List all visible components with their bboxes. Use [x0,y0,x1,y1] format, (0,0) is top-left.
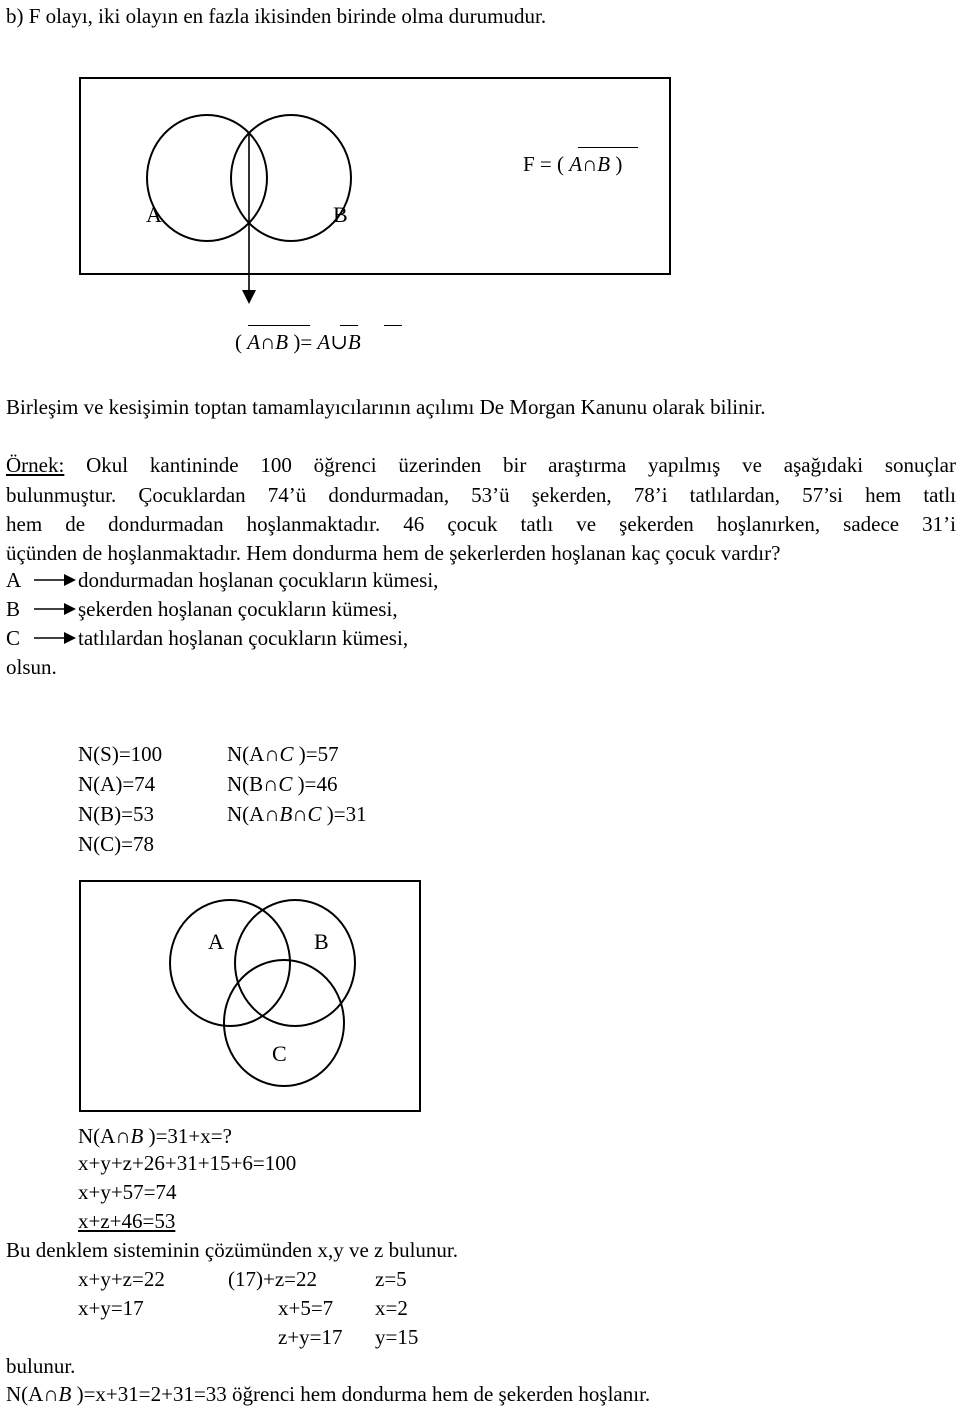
set-def-letter-b: B [6,597,21,621]
count-b-and-c [227,772,337,796]
set-def-desc-c: tatlılardan hoşlanan çocukların kümesi, [78,626,409,650]
grid-r1-c1: x+y+z=22 [78,1267,165,1291]
de-morgan-explanation: Birleşim ve kesişimin toptan tamamlayıcılarının açılımı De Morgan Kanunu olarak bilinir. [6,395,766,419]
intersection-symbol: ∩ [260,330,276,354]
grid-r3-c3: y=15 [375,1325,419,1349]
venn1-label-b: B [333,202,348,227]
intersection-symbol: ∩ [264,802,280,826]
count-set: C [307,802,322,826]
de-morgan-b: B [275,330,289,354]
q-prefix: N(A [78,1124,116,1148]
q-set: B [130,1124,144,1148]
formula-f-set-a: A [569,152,583,176]
count-set: C [278,772,293,796]
grid-r1-c2: (17)+z=22 [228,1267,317,1291]
intersection-symbol: ∩ [292,802,308,826]
intersection-symbol: ∩ [263,772,279,796]
formula-f-set-b: B [597,152,611,176]
section-heading: b) F olayı, iki olayın en fazla ikisinden birinde olma durumudur. [6,4,547,28]
count-b: N(B)=53 [78,802,155,826]
set-b-circle [231,115,351,241]
arrow-right-icon [34,603,76,615]
arrow-right-icon [34,632,76,644]
grid-r1-c3: z=5 [375,1267,407,1291]
intersection-symbol: ∩ [582,152,598,176]
solution-question [78,1124,232,1148]
set-c-circle-2 [224,960,344,1086]
intersection-symbol: ∩ [115,1124,131,1148]
count-s: N(S)=100 [78,742,163,766]
formula-f-overline [578,147,638,148]
de-morgan-formula [235,330,361,354]
grid-r2-c1: x+y=17 [78,1296,144,1320]
a-complement-bar [340,325,358,326]
formula-f-suffix: ) [610,152,623,176]
equation-1: x+y+z+26+31+15+6=100 [78,1151,297,1175]
olsun-text: olsun. [6,655,57,679]
grid-r3-c2: z+y=17 [278,1325,343,1349]
set-def-desc-a: dondurmadan hoşlanan çocukların kümesi, [78,568,439,592]
pointer-arrowhead [242,290,256,304]
count-value: )=46 [292,772,338,796]
de-morgan-equals: )= [288,330,318,354]
final-answer [6,1382,650,1406]
universe-rectangle-2 [80,881,420,1111]
count-prefix: N(A [227,802,265,826]
count-c: N(C)=78 [78,832,155,856]
q-rest: )=31+x=? [143,1124,232,1148]
union-symbol: ∪ [330,330,348,354]
count-value: )=31 [321,802,367,826]
example-line-3: hem de dondurmadan hoşlanmaktadır. 46 çocuk tatlı ve şekerden hoşlanırken, sadece 31’i [6,512,956,536]
count-value: )=57 [293,742,339,766]
de-morgan-overline [248,325,310,326]
example-line-2: bulunmuştur. Çocuklardan 74’ü dondurmadan, 53’ü şekerden, 78’i tatlılardan, 57’si hem tatlı [6,483,956,507]
set-def-desc-b: şekerden hoşlanan çocukların kümesi, [78,597,398,621]
set-def-letter-c: C [6,626,21,650]
de-morgan-a-complement: A [317,330,331,354]
venn2-label-a: A [208,929,224,954]
example-line-4: üçünden de hoşlanmaktadır. Hem dondurma hem de şekerlerden hoşlanan kaç çocuk vardır? [6,541,781,565]
bulunur-text: bulunur. [6,1354,76,1378]
count-a-b-c [227,802,367,826]
de-morgan-a: A [247,330,261,354]
count-a: N(A)=74 [78,772,156,796]
formula-f [523,152,622,176]
count-prefix: N(A [227,742,265,766]
venn2-label-b: B [314,929,329,954]
example-line-1 [6,452,956,478]
count-prefix: N(B [227,772,264,796]
intersection-symbol: ∩ [43,1382,59,1406]
de-morgan-b-complement: B [347,330,361,354]
arrow-right-icon [34,574,76,586]
equation-3: x+z+46=53 [78,1209,176,1233]
set-a-circle [147,115,267,241]
count-set-b: B [279,802,293,826]
final-prefix: N(A [6,1382,44,1406]
set-b-circle-2 [235,900,355,1026]
universe-rectangle [80,78,670,274]
solution-text: Bu denklem sisteminin çözümünden x,y ve z bulunur. [6,1238,459,1262]
de-morgan-open: ( [235,330,248,354]
grid-r2-c3: x=2 [375,1296,408,1320]
example-line-1-text: Okul kantininde 100 öğrenci üzerinden bir araştırma yapılmış ve aşağıdaki sonuçlar [64,453,956,477]
venn1-label-a: A [146,202,162,227]
formula-f-prefix: F = ( [523,152,570,176]
count-set: C [279,742,294,766]
final-rest: )=x+31=2+31=33 öğrenci hem dondurma hem de şekerden hoşlanır. [71,1382,651,1406]
set-def-letter-a: A [6,568,22,592]
set-a-circle-2 [170,900,290,1026]
intersection-symbol: ∩ [264,742,280,766]
equation-2: x+y+57=74 [78,1180,177,1204]
count-a-and-c [227,742,339,766]
grid-r2-c2: x+5=7 [278,1296,334,1320]
example-label: Örnek: [6,453,65,477]
final-set: B [58,1382,72,1406]
venn2-label-c: C [272,1041,287,1066]
b-complement-bar [384,325,402,326]
